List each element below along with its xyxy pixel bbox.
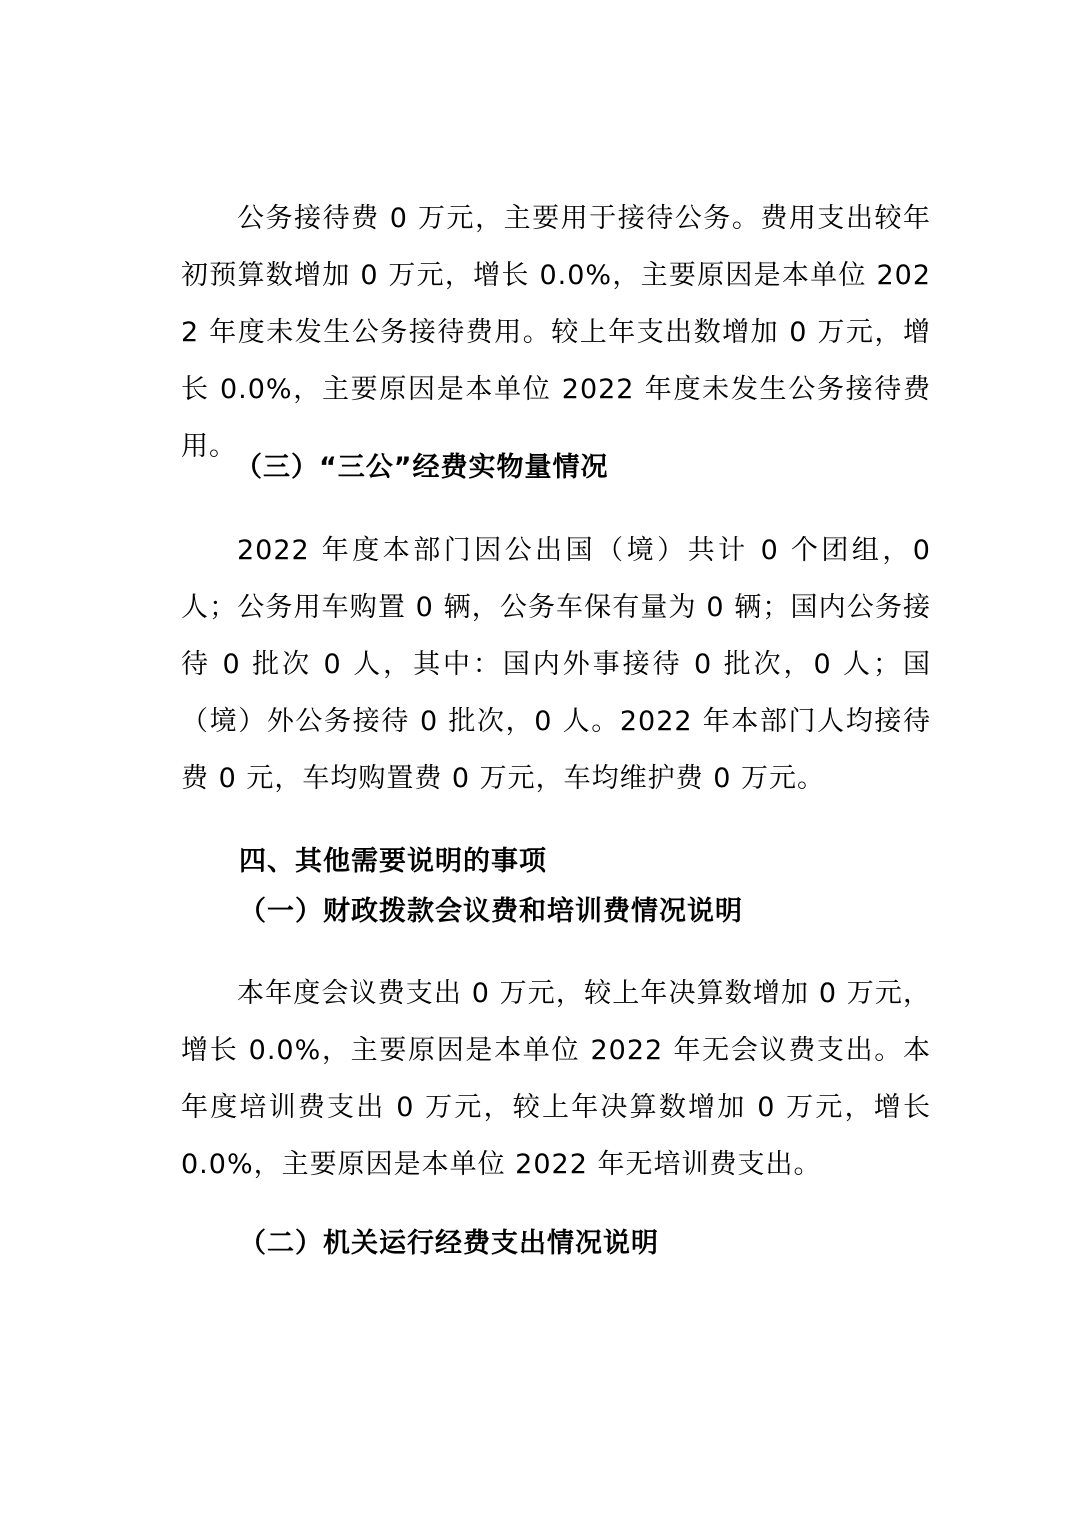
heading-three-public-physical: （三）“三公”经费实物量情况 bbox=[235, 452, 609, 483]
heading-operating-expense: （二）机关运行经费支出情况说明 bbox=[239, 1228, 659, 1259]
heading-other-matters: 四、其他需要说明的事项 bbox=[239, 846, 547, 877]
paragraph-meeting-training: 本年度会议费支出 0 万元，较上年决算数增加 0 万元，增长 0.0%，主要原因是本单位 2022 年无会议费支出。本年度培训费支出 0 万元，较上年决算数增加 0 万元，增长 0.0%，主要原因是本单位 2022 年无培训费支出。 bbox=[181, 978, 931, 1180]
paragraph-three-public-physical: 2022 年度本部门因公出国（境）共计 0 个团组，0 人；公务用车购置 0 辆，公务车保有量为 0 辆；国内公务接待 0 批次 0 人，其中：国内外事接待 0 批次，0 人；国（境）外公务接待 0 批次，0 人。2022 年本部门人均接待费 0 元，车均购置费 0 万元，车均维护费 0 万元。 bbox=[181, 535, 931, 794]
paragraph-reception-expense: 公务接待费 0 万元，主要用于接待公务。费用支出较年初预算数增加 0 万元，增长 0.0%，主要原因是本单位 2022 年度未发生公务接待费用。较上年支出数增加 0 万元，增长 0.0%，主要原因是本单位 2022 年度未发生公务接待费用。 bbox=[181, 203, 931, 462]
heading-meeting-training: （一）财政拨款会议费和培训费情况说明 bbox=[239, 896, 743, 927]
